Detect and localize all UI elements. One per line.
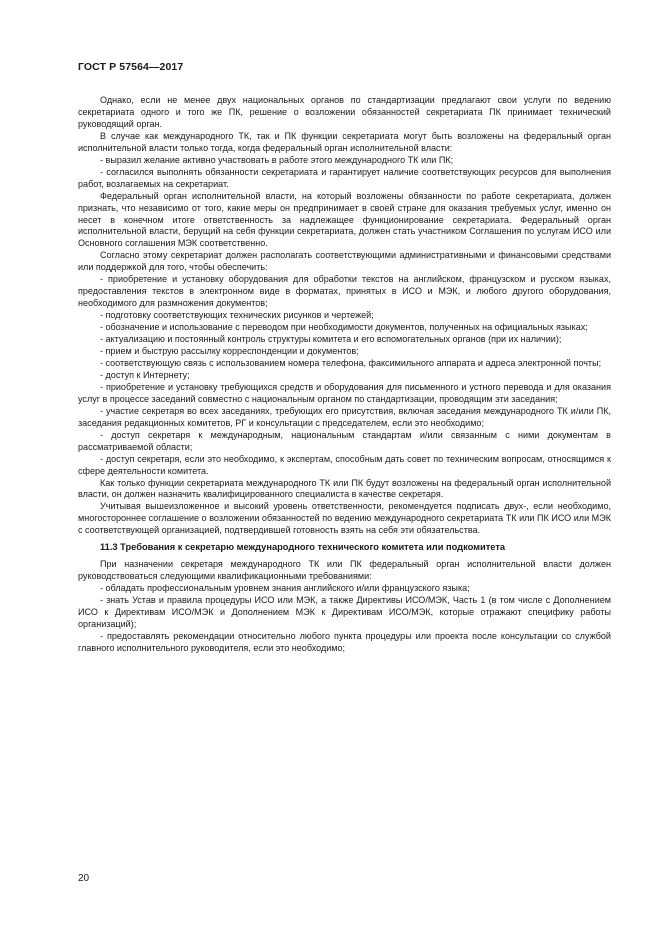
paragraph: Как только функции секретариата международного ТК или ПК будут возложены на федеральный орган исполнительной власти, он должен назначить квалифицированного специалиста в качестве секретаря. — [78, 477, 611, 500]
list-item: - обозначение и использование с переводом при необходимости документов, полученных на официальных языках; — [100, 322, 588, 333]
document-body — [78, 95, 611, 655]
list-item: - обладать профессиональным уровнем знания английского и/или французского языка; — [100, 583, 470, 594]
list-item: - подготовку соответствующих технических рисунков и чертежей; — [100, 310, 374, 321]
list-item: - приобретение и установку требующихся средств и оборудования для письменного и устного перевода и для оказания услуг в процессе заседаний совместно с национальным органом по стандартизации, проводящим эти заседания; — [78, 381, 611, 404]
list-item: - соответствующую связь с использованием номера телефона, факсимильного аппарата и адреса электронной почты; — [100, 357, 602, 368]
list-item: - актуализацию и постоянный контроль структуры комитета и его вспомогательных органов (при их наличии); — [100, 334, 562, 345]
paragraphs-before-section — [78, 95, 611, 537]
list-item: - выразил желание активно участвовать в работе этого международного ТК или ПК; — [100, 154, 454, 165]
list-item: - прием и быструю рассылку корреспонденции и документов; — [100, 346, 359, 357]
page-number: 20 — [78, 873, 90, 884]
list-item: - доступ секретаря к международным, национальным стандартам и/или связанным с ними документам в рассматриваемой области; — [78, 429, 611, 452]
list-item: - участие секретаря во всех заседаниях, требующих его присутствия, включая заседания международного ТК и/или ПК, заседания редакционных комитетов, РГ и консультации с председателем, если это необходимо; — [78, 405, 611, 428]
document-header: ГОСТ Р 57564—2017 — [78, 61, 184, 73]
list-item: - согласился выполнять обязанности секретариата и гарантирует наличие соответствующих ресурсов для выполнения работ, возлагаемых на секретариат. — [78, 166, 611, 189]
list-item: - приобретение и установку оборудования для обработки текстов на английском, французском и русском языках, предоставления текстов в электронном виде в форматах, принятых в ИСО и МЭК, и любого другого оборудования, необходимого для размножения документов; — [78, 274, 611, 309]
list-item: - доступ секретаря, если это необходимо, к экспертам, способным дать совет по техническим вопросам, относящимся к сфере деятельности комитета. — [78, 453, 611, 476]
paragraph: При назначении секретаря международного ТК или ПК федеральный орган исполнительной власти должен руководствоваться следующими квалификационными требованиями: — [78, 559, 611, 582]
list-item: - доступ к Интернету; — [100, 369, 190, 380]
paragraphs-section-11-3 — [78, 559, 611, 655]
list-item: - предоставлять рекомендации относительно любого пункта процедуры или проекта после консультации со службой главного исполнительного руководителя, если это необходимо; — [78, 630, 611, 653]
section-heading: 11.3 Требования к секретарю международного технического комитета или подкомитета — [100, 542, 506, 553]
paragraph: Учитывая вышеизложенное и высокий уровень ответственности, рекомендуется подписать двух-, если необходимо, многостороннее соглашение о возложении обязанностей по ведению международного секретариата ТК или ПК ИСО или МЭК с соответствующей организацией, подтвердившей готовность взять на себя эти обязательства. — [78, 501, 611, 536]
paragraph: В случае как международного ТК, так и ПК функции секретариата могут быть возложены на федеральный орган исполнительной власти только тогда, когда федеральный орган исполнительной власти: — [78, 130, 611, 153]
paragraph: Однако, если не менее двух национальных органов по стандартизации предлагают свои услуги по ведению секретариата одного и того же ПК, решение о возложении обязанностей секретариата ПК принимает технический руководящий орган. — [78, 95, 611, 129]
paragraph: Согласно этому секретариат должен располагать соответствующими административными и финансовыми средствами или поддержкой для того, чтобы обеспечить: — [78, 250, 611, 273]
list-item: - знать Устав и правила процедуры ИСО или МЭК, а также Директивы ИСО/МЭК, Часть 1 (в том числе с Дополнением ИСО к Директивам ИСО/МЭК и Дополнением МЭК к Директивам ИСО/МЭК, которые отражают специфику работы организаций); — [78, 595, 611, 629]
paragraph: Федеральный орган исполнительной власти, на который возложены обязанности по работе секретариата, должен признать, что независимо от того, какие меры он предпринимает в своей стране для оказания требуемых услуг, именно он несет в конечном итоге ответственность за надлежащее функционирование секретариата. Федеральный орган исполнительной власти, берущий на себя функции секретариата, должен стать участником Соглашения по услугам ИСО или Основного соглашения МЭК соответственно. — [78, 190, 611, 249]
